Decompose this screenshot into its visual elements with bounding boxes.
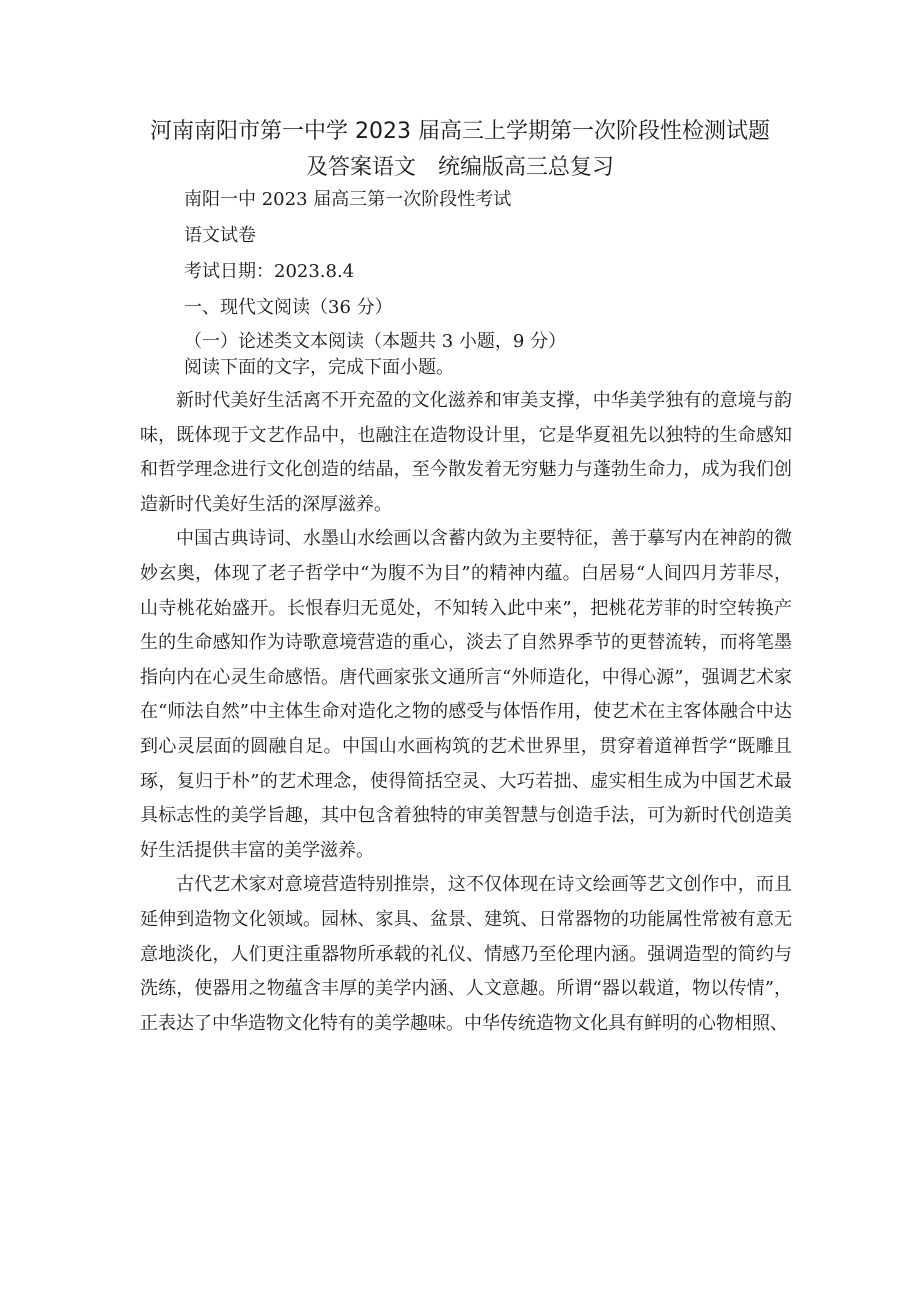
exam-subject: 语文试卷 xyxy=(184,225,256,246)
passage-paragraph-1: 新时代美好生活离不开充盈的文化滋养和审美支撑，中华美学独有的意境与韵味，既体现于文艺作品中，也融注在造物设计里，它是华夏祖先以独特的生命感知和哲学理念进行文化创造的结晶，至今散发着无穷魅力与蓬勃生命力，成为我们创造新时代美好生活的深厚滋养。 xyxy=(140,390,792,515)
exam-date: 考试日期：2023.8.4 xyxy=(184,261,355,282)
document-title-line-1: 河南南阳市第一中学 2023 届高三上学期第一次阶段性检测试题 xyxy=(150,119,770,144)
section-heading: 一、现代文阅读（36 分） xyxy=(184,297,393,318)
passage-paragraph-2: 中国古典诗词、水墨山水绘画以含蓄内敛为主要特征，善于摹写内在神韵的微妙玄奥，体现了老子哲学中“为腹不为目”的精神内蕴。白居易“人间四月芳菲尽，山寺桃花始盛开。长恨春归无觅处，不知转入此中来”，把桃花芳菲的时空转换产生的生命感知作为诗歌意境营造的重心，淡去了自然界季节的更替流转，而将笔墨指向内在心灵生命感悟。唐代画家张文通所言“外师造化，中得心源”，强调艺术家在“师法自然”中主体生命对造化之物的感受与体悟作用，使艺术在主客体融合中达到心灵层面的圆融自足。中国山水画构筑的艺术世界里，贯穿着道禅哲学“既雕且琢，复归于朴”的艺术理念，使得简括空灵、大巧若拙、虚实相生成为中国艺术最具标志性的美学旨趣，其中包含着独特的审美智慧与创造手法，可为新时代创造美好生活提供丰富的美学滋养。 xyxy=(140,528,792,861)
passage-paragraph-3: 古代艺术家对意境营造特别推崇，这不仅体现在诗文绘画等艺文创作中，而且延伸到造物文化领域。园林、家具、盆景、建筑、日常器物的功能属性常被有意无意地淡化，人们更注重器物所承载的礼仪、情感乃至伦理内涵。强调造型的简约与洗练，使器用之物蕴含丰厚的美学内涵、人文意趣。所谓“器以载道，物以传情”，正表达了中华造物文化特有的美学趣味。中华传统造物文化具有鲜明的心物相照、 xyxy=(140,874,792,1034)
passage-body xyxy=(140,384,792,1041)
document-title-line-2: 及答案语文 统编版高三总复习 xyxy=(305,155,614,180)
subsection-heading: （一）论述类文本阅读（本题共 3 小题，9 分） xyxy=(184,331,567,352)
reading-instruction: 阅读下面的文字，完成下面小题。 xyxy=(184,357,454,378)
exam-name: 南阳一中 2023 届高三第一次阶段性考试 xyxy=(184,189,512,210)
